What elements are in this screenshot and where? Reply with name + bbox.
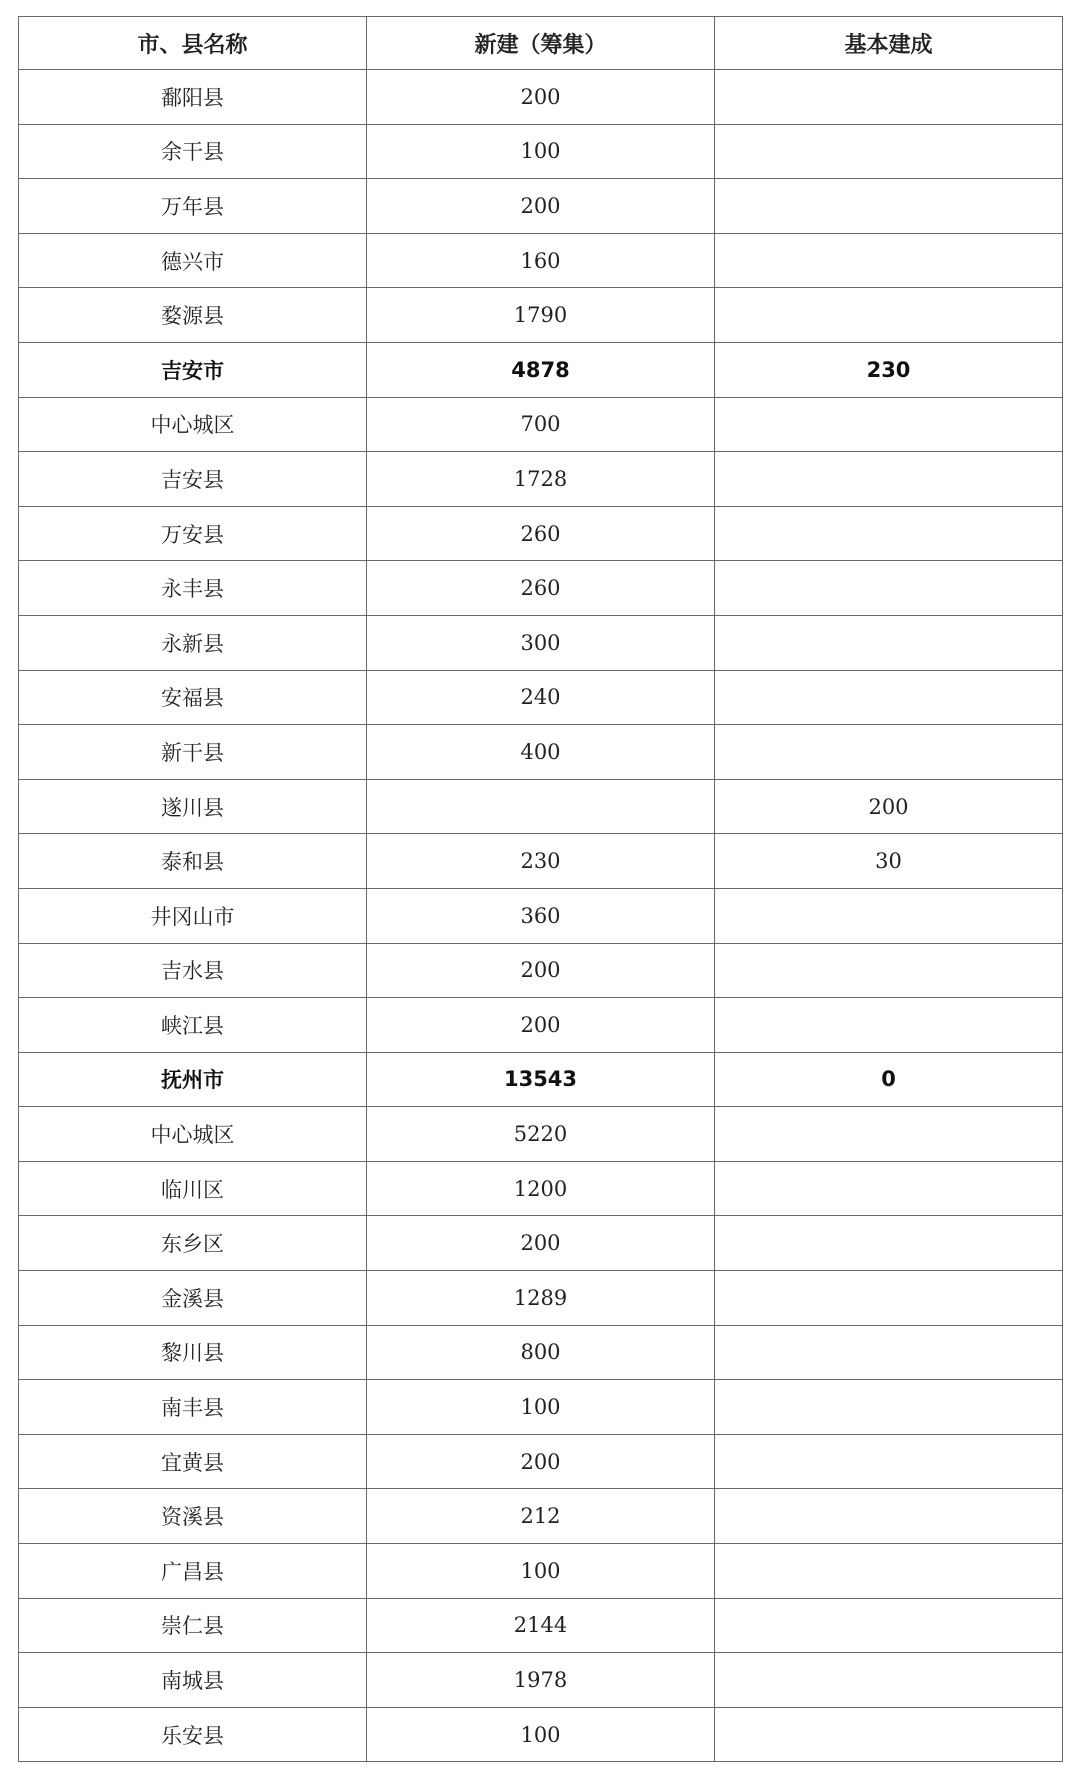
table-row [19, 1380, 1063, 1435]
table-row [19, 179, 1063, 234]
cell-region-name: 鄱阳县 [19, 70, 367, 125]
cell-new-raised: 1200 [367, 1161, 715, 1216]
table-row [19, 834, 1063, 889]
cell-new-raised: 200 [367, 1434, 715, 1489]
table-body [19, 70, 1063, 1762]
cell-region-name: 遂川县 [19, 779, 367, 834]
cell-new-raised: 100 [367, 124, 715, 179]
cell-new-raised: 13543 [367, 1052, 715, 1107]
cell-new-raised: 200 [367, 179, 715, 234]
table-row [19, 1107, 1063, 1162]
cell-basically-completed [715, 943, 1063, 998]
cell-new-raised: 2144 [367, 1598, 715, 1653]
cell-basically-completed: 200 [715, 779, 1063, 834]
cell-new-raised: 260 [367, 506, 715, 561]
table-row [19, 70, 1063, 125]
table-row [19, 452, 1063, 507]
cell-region-name: 吉安县 [19, 452, 367, 507]
cell-region-name: 中心城区 [19, 1107, 367, 1162]
table-row [19, 943, 1063, 998]
cell-new-raised: 260 [367, 561, 715, 616]
cell-basically-completed [715, 70, 1063, 125]
cell-new-raised: 1728 [367, 452, 715, 507]
cell-new-raised: 1790 [367, 288, 715, 343]
cell-new-raised: 800 [367, 1325, 715, 1380]
table-row [19, 561, 1063, 616]
table-row [19, 1434, 1063, 1489]
table-row [19, 998, 1063, 1053]
cell-basically-completed [715, 670, 1063, 725]
header-region-name: 市、县名称 [19, 17, 367, 70]
table-row [19, 124, 1063, 179]
cell-basically-completed [715, 725, 1063, 780]
cell-new-raised: 200 [367, 943, 715, 998]
table-row [19, 670, 1063, 725]
cell-new-raised: 200 [367, 70, 715, 125]
cell-basically-completed [715, 1161, 1063, 1216]
cell-new-raised: 1978 [367, 1653, 715, 1708]
table-row [19, 288, 1063, 343]
cell-basically-completed [715, 397, 1063, 452]
cell-new-raised: 4878 [367, 342, 715, 397]
cell-region-name: 余干县 [19, 124, 367, 179]
cell-basically-completed [715, 1271, 1063, 1326]
cell-region-name: 吉水县 [19, 943, 367, 998]
cell-new-raised: 230 [367, 834, 715, 889]
cell-region-name: 安福县 [19, 670, 367, 725]
cell-basically-completed [715, 1544, 1063, 1599]
cell-region-name: 德兴市 [19, 233, 367, 288]
header-new-raised: 新建（筹集） [367, 17, 715, 70]
cell-region-name: 南丰县 [19, 1380, 367, 1435]
cell-region-name: 婺源县 [19, 288, 367, 343]
cell-new-raised: 360 [367, 888, 715, 943]
cell-basically-completed [715, 288, 1063, 343]
cell-basically-completed [715, 1653, 1063, 1708]
cell-basically-completed [715, 1216, 1063, 1271]
cell-basically-completed [715, 1434, 1063, 1489]
cell-new-raised: 100 [367, 1380, 715, 1435]
table-row [19, 779, 1063, 834]
cell-basically-completed [715, 233, 1063, 288]
cell-new-raised: 300 [367, 615, 715, 670]
table-row [19, 1544, 1063, 1599]
table-row [19, 725, 1063, 780]
cell-region-name: 吉安市 [19, 342, 367, 397]
cell-basically-completed: 30 [715, 834, 1063, 889]
table-row-city [19, 1052, 1063, 1107]
table-row [19, 1216, 1063, 1271]
cell-region-name: 井冈山市 [19, 888, 367, 943]
cell-basically-completed: 230 [715, 342, 1063, 397]
cell-region-name: 万安县 [19, 506, 367, 561]
housing-table [18, 16, 1063, 1762]
table-row [19, 1489, 1063, 1544]
cell-new-raised [367, 779, 715, 834]
cell-basically-completed [715, 561, 1063, 616]
table-row [19, 506, 1063, 561]
cell-basically-completed [715, 179, 1063, 234]
cell-region-name: 峡江县 [19, 998, 367, 1053]
cell-new-raised: 240 [367, 670, 715, 725]
cell-new-raised: 5220 [367, 1107, 715, 1162]
cell-new-raised: 100 [367, 1544, 715, 1599]
header-row [19, 17, 1063, 70]
cell-region-name: 崇仁县 [19, 1598, 367, 1653]
cell-region-name: 临川区 [19, 1161, 367, 1216]
table-row [19, 615, 1063, 670]
cell-region-name: 抚州市 [19, 1052, 367, 1107]
table-row [19, 1707, 1063, 1762]
cell-basically-completed [715, 506, 1063, 561]
cell-basically-completed [715, 452, 1063, 507]
header-basically-completed: 基本建成 [715, 17, 1063, 70]
housing-table-sheet [18, 16, 1062, 1762]
cell-new-raised: 100 [367, 1707, 715, 1762]
cell-basically-completed [715, 1325, 1063, 1380]
cell-basically-completed: 0 [715, 1052, 1063, 1107]
cell-region-name: 宜黄县 [19, 1434, 367, 1489]
cell-basically-completed [715, 1380, 1063, 1435]
cell-region-name: 金溪县 [19, 1271, 367, 1326]
cell-region-name: 南城县 [19, 1653, 367, 1708]
table-row [19, 397, 1063, 452]
cell-region-name: 永新县 [19, 615, 367, 670]
cell-new-raised: 400 [367, 725, 715, 780]
cell-region-name: 黎川县 [19, 1325, 367, 1380]
cell-region-name: 泰和县 [19, 834, 367, 889]
table-row [19, 233, 1063, 288]
cell-new-raised: 212 [367, 1489, 715, 1544]
cell-region-name: 东乡区 [19, 1216, 367, 1271]
cell-region-name: 万年县 [19, 179, 367, 234]
cell-region-name: 乐安县 [19, 1707, 367, 1762]
cell-region-name: 新干县 [19, 725, 367, 780]
cell-new-raised: 200 [367, 1216, 715, 1271]
cell-basically-completed [715, 1107, 1063, 1162]
cell-basically-completed [715, 124, 1063, 179]
table-row [19, 1653, 1063, 1708]
cell-region-name: 资溪县 [19, 1489, 367, 1544]
cell-basically-completed [715, 1598, 1063, 1653]
cell-new-raised: 160 [367, 233, 715, 288]
table-row [19, 1325, 1063, 1380]
cell-region-name: 中心城区 [19, 397, 367, 452]
table-row-city [19, 342, 1063, 397]
table-row [19, 1598, 1063, 1653]
cell-basically-completed [715, 615, 1063, 670]
cell-region-name: 永丰县 [19, 561, 367, 616]
cell-new-raised: 700 [367, 397, 715, 452]
table-row [19, 888, 1063, 943]
cell-basically-completed [715, 1707, 1063, 1762]
cell-new-raised: 1289 [367, 1271, 715, 1326]
cell-region-name: 广昌县 [19, 1544, 367, 1599]
table-row [19, 1271, 1063, 1326]
cell-new-raised: 200 [367, 998, 715, 1053]
table-row [19, 1161, 1063, 1216]
cell-basically-completed [715, 998, 1063, 1053]
cell-basically-completed [715, 888, 1063, 943]
cell-basically-completed [715, 1489, 1063, 1544]
